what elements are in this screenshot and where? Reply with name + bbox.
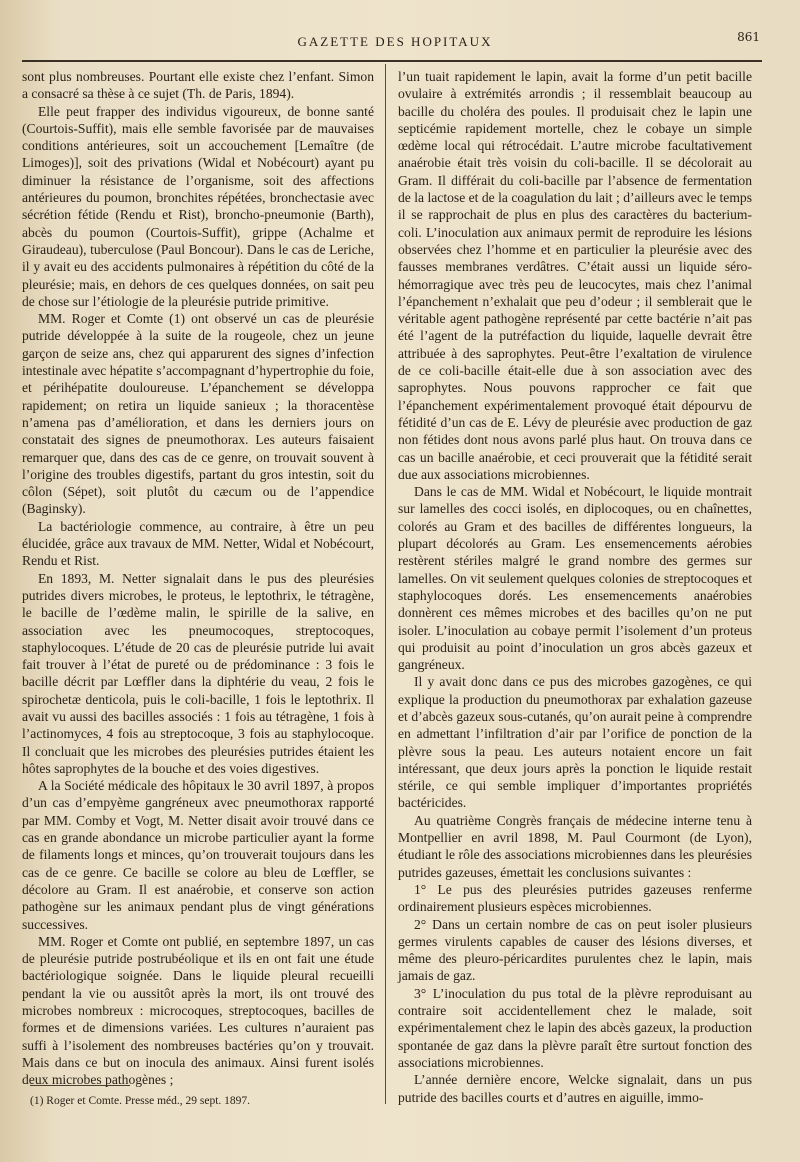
paragraph: 3° L’inoculation du pus total de la plèvre reproduisant au contraire soit accidentellement chez le malade, soit expérimentalement chez le lapin des abcès gazeux, la production spontanée de gaz dans la plèvre paraît être surtout fonction des associations microbiennes. (398, 985, 752, 1070)
paragraph: 2° Dans un certain nombre de cas on peut isoler plusieurs germes virulents capables de causer des lésions diverses, et même des pleuro-péricardites purulentes chez le lapin, mais jamais de gaz. (398, 916, 752, 984)
paragraph: MM. Roger et Comte ont publié, en septembre 1897, un cas de pleurésie putride postrubéolique et ils en ont fait une étude bactériologique soignée. Dans le liquide pleural recueilli pendant la vie ou aussitôt après la mort, ils ont trouvé des microbes nombreux : microcoques, streptocoques, bacilles de formes et de dimensions variées. Les cultures n’auraient pas suffi à l’isolement des nombreuses bactéries qu’on y trouvait. Mais dans ce but on inocula des animaux. Ainsi furent isolés deux microbes pathogènes ; (22, 933, 374, 1088)
paragraph: L’année dernière encore, Welcke signalait, dans un pus putride des bacilles courts et d’autres en aiguille, immo- (398, 1072, 752, 1105)
footnote: (1) Roger et Comte. Presse méd., 29 sept. 1897. (30, 1095, 251, 1107)
paragraph: Dans le cas de MM. Widal et Nobécourt, le liquide montrait sur lamelles des cocci isolés, en diplocoques, ou en chaînettes, colorés au Gram et des bacilles de différentes longueurs, la plupart décolorés au Gram. Les ensemencements aérobies restèrent stériles malgré le grand nombre des germes sur lamelles. On vit seulement quelques colonies de streptocoques et staphylocoques dorés. Les ensemencements anaérobies donnèrent ces mêmes microbes et des bacilles qu’on ne put isoler. L’inoculation au cobaye permit l’isolement d’un proteus qui produisit au point d’inoculation un gros abcès gazeux et gangréneux. (398, 484, 752, 673)
journal-title: GAZETTE DES HOPITAUX (297, 34, 493, 49)
page-number: 861 (737, 30, 760, 44)
paragraph: Il y avait donc dans ce pus des microbes gazogènes, ce qui explique la production du pneumothorax par exhalation gazeuse et d’abcès gazeux sous-cutanés, qu’on aurait peine à comprendre en admettant l’infiltration d’air par l’orifice de ponction de la plèvre sous la peau. Les auteurs notaient encore un fait intéressant, que deux jours après la ponction le liquide restait stérile, ce qui semble impliquer d’importantes propriétés bactéricides. (398, 674, 752, 811)
paragraph: MM. Roger et Comte (1) ont observé un cas de pleurésie putride développée à la suite de la rougeole, chez un jeune garçon de seize ans, chez qui apparurent des signes d’infection intestinale avec hépatite s’accompagnant d’hypertrophie du foie, et périhépatite douloureuse. L’épanchement se développa rapidement; on retira un liquide sanieux ; la thoracentèse n’amena pas d’amélioration, et dans les derniers jours on constatait des signes de pneumothorax. Les auteurs faisaient remarquer que, dans des cas de ce genre, on trouvait souvent à l’origine des troubles digestifs, partant du gros intestin, soit du côlon (Sépet), soit plutôt du cæcum ou de l’appendice (Baginsky). (22, 311, 374, 517)
paragraph: Elle peut frapper des individus vigoureux, de bonne santé (Courtois-Suffit), mais elle semble favorisée par de mauvaises conditions antérieures, soit un accouchement [Lemaître (de Limoges)], soit des privations (Widal et Nobécourt) ayant pu diminuer la résistance de l’organisme, soit des affections antérieures du poumon, bronchites répétées, bronchectasie avec sécrétion fétide (Rendu et Rist), broncho-pneumonie (Barth), abcès du poumon (Courtois-Suffit), grippe (Achalme et Giraudeau), tuberculose (Paul Boncour). Dans le cas de Leriche, il y avait eu des accidents pulmonaires à répétition du côté de la pleurésie; mais, en dehors de ces quelques données, on sait peu de chose sur l’étiologie de la pleurésie putride primitive. (22, 103, 374, 309)
paragraph: l’un tuait rapidement le lapin, avait la forme d’un petit bacille ovulaire à extrémités arrondis ; il ressemblait beaucoup au bacille du choléra des poules. Il produisait chez le lapin une septicémie rapidement mortelle, chez le cobaye un simple œdème local qui rétrocédait. L’autre microbe facultativement anaérobie était très voisin du coli-bacille. Il se décolorait au Gram. Il différait du coli-bacille par l’absence de fermentation de la lactose et de la coagulation du lait ; d’ailleurs avec le temps il se rapprochait de plus en plus des caractères du bacterium-coli. L’inoculation aux animaux permit de reproduire les lésions observées chez l’homme et en particulier la pleurésie avec des fausses membranes verdâtres. C’était aussi un liquide séro-hémorragique avec très peu de leucocytes, mais chez l’animal l’épanchement n’exhalait que peu d’odeur ; il semblerait que le véritable agent pathogène représenté par cette bactérie n’ait pas été l’agent de la putréfaction du liquide, laquelle devrait être attribuée à des saprophytes. Peut-être l’exaltation de virulence de ce coli-bacille était-elle due à son association avec des saprophytes. Nous pouvons rapprocher ce fait que l’épanchement expérimentalement provoqué était dépourvu de fétidité d’un cas de E. Lévy de pleurésie avec production de gaz non fétides dont nous avons parlé plus haut. On trouva dans ce cas un bacille anaérobie, et ceci prouverait que la fétidité serait due aux associations microbiennes. (398, 69, 752, 482)
header-rule (22, 60, 762, 62)
left-column (22, 68, 374, 1088)
paragraph: A la Société médicale des hôpitaux le 30 avril 1897, à propos d’un cas d’empyème gangréneux avec pneumothorax rapporté par MM. Comby et Vogt, M. Netter disait avoir trouvé dans ce cas en grande abondance un microbe particulier ayant la forme de filaments longs et minces, qu’on trouverait toujours dans les cas de ce genre. Ce bacille se colore au bleu de Lœffler, se décolore au Gram. Il est anaérobie, et conserve son action pathogène sur les animaux pendant plus de vingt générations successives. (22, 778, 374, 932)
footnote-rule (30, 1085, 130, 1086)
page-header (30, 30, 760, 54)
paragraph: sont plus nombreuses. Pourtant elle existe chez l’enfant. Simon a consacré sa thèse à ce sujet (Th. de Paris, 1894). (22, 69, 374, 102)
right-column (398, 68, 752, 1103)
paragraph: 1° Le pus des pleurésies putrides gazeuses renferme ordinairement plusieurs espèces microbiennes. (398, 881, 752, 915)
column-divider (385, 64, 386, 1104)
paragraph: La bactériologie commence, au contraire, à être un peu élucidée, grâce aux travaux de MM. Netter, Widal et Nobécourt, Rendu et Rist. (22, 518, 374, 569)
paragraph: En 1893, M. Netter signalait dans le pus des pleurésies putrides divers microbes, le proteus, le leptothrix, le tétragène, le bacille de l’œdème malin, le spirille de la salive, en association avec les pneumocoques, streptocoques, staphylocoques. L’étude de 20 cas de pleurésie putride lui avait fait trouver à l’état de pureté ou de prédominance : 3 fois le bacille décrit par Lœffler dans la diphtérie du veau, 2 fois le spirochetæ denticola, puis le coli-bacille, 1 fois le leptothrix. Il avait vu aussi des bacilles associés : 1 fois au tétragène, 1 fois à l’actinomyces, 4 fois au streptocoque, 3 fois au staphylocoque. Il concluait que les microbes des pleurésies putrides étaient les hôtes saprophytes de la bouche et des voies digestives. (22, 570, 374, 776)
paragraph: Au quatrième Congrès français de médecine interne tenu à Montpellier en avril 1898, M. Paul Courmont (de Lyon), étudiant le rôle des associations microbiennes dans les pleurésies putrides gazeuses, émettait les conclusions suivantes : (398, 812, 752, 880)
